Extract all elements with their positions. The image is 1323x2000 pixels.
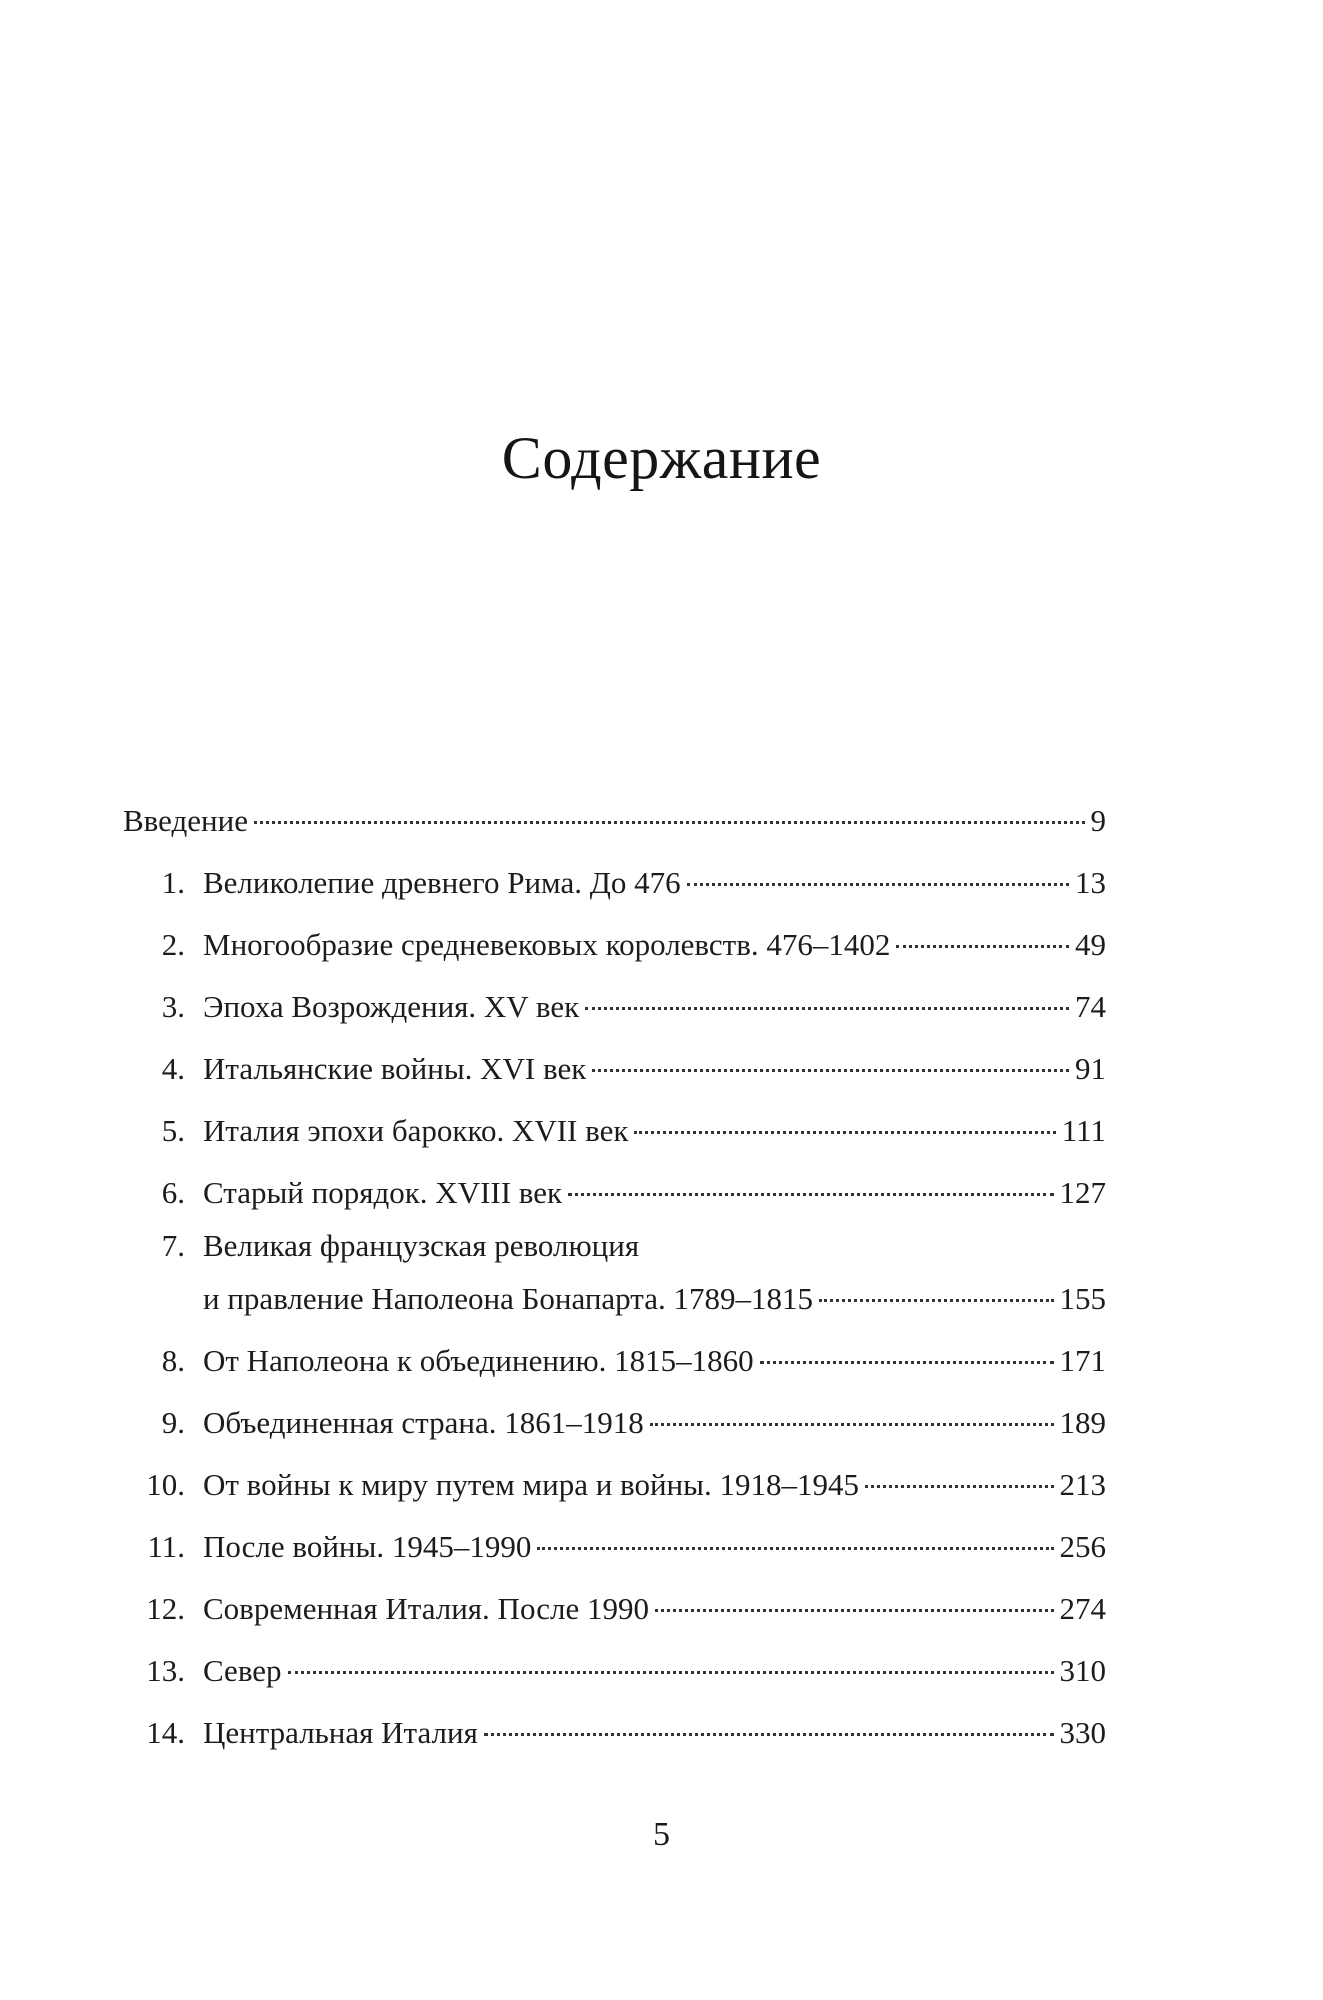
page-number: 5 xyxy=(653,1816,670,1853)
toc-entry-page: 310 xyxy=(1059,1653,1106,1688)
dot-leader xyxy=(585,1007,1069,1010)
chapter-number: 14. xyxy=(146,1715,185,1750)
toc-entry-page: 49 xyxy=(1075,927,1106,962)
toc-entry-page: 127 xyxy=(1059,1175,1106,1210)
toc-entry-page: 74 xyxy=(1075,989,1106,1024)
toc-entry-chapter-11[interactable] xyxy=(123,1516,1106,1578)
toc-entry-label: Итальянские войны. XVI век xyxy=(203,1051,587,1086)
toc-entry-label: Старый порядок. XVIII век xyxy=(203,1175,563,1210)
toc-entry-label-line-2: и правление Наполеона Бонапарта. 1789–1815 xyxy=(203,1281,813,1316)
toc-entry-page: 330 xyxy=(1059,1715,1106,1750)
chapter-number: 2. xyxy=(161,927,185,962)
toc-entry-chapter-4[interactable] xyxy=(123,1038,1106,1100)
toc-entry-chapter-7[interactable] xyxy=(123,1224,1106,1330)
toc-entry-chapter-3[interactable] xyxy=(123,976,1106,1038)
dot-leader xyxy=(687,883,1069,886)
toc-entry-label: Центральная Италия xyxy=(203,1715,478,1750)
toc-entry-label: Современная Италия. После 1990 xyxy=(203,1591,649,1626)
dot-leader xyxy=(288,1671,1054,1674)
toc-entry-chapter-5[interactable] xyxy=(123,1100,1106,1162)
toc-entry-chapter-1[interactable] xyxy=(123,852,1106,914)
dot-leader xyxy=(634,1131,1055,1134)
dot-leader xyxy=(254,821,1085,824)
dot-leader xyxy=(896,945,1069,948)
toc-entry-chapter-8[interactable] xyxy=(123,1330,1106,1392)
table-of-contents xyxy=(123,790,1106,1764)
toc-entry-page: 256 xyxy=(1059,1529,1106,1564)
dot-leader xyxy=(760,1361,1054,1364)
dot-leader xyxy=(819,1299,1054,1302)
chapter-number: 10. xyxy=(146,1467,185,1502)
toc-entry-chapter-12[interactable] xyxy=(123,1578,1106,1640)
dot-leader xyxy=(537,1547,1053,1550)
toc-entry-chapter-2[interactable] xyxy=(123,914,1106,976)
toc-entry-label: Объединенная страна. 1861–1918 xyxy=(203,1405,644,1440)
dot-leader xyxy=(650,1423,1054,1426)
toc-entry-label: Великолепие древнего Рима. До 476 xyxy=(203,865,681,900)
chapter-number: 6. xyxy=(161,1175,185,1210)
chapter-number: 1. xyxy=(161,865,185,900)
dot-leader xyxy=(592,1069,1069,1072)
toc-entry-chapter-6[interactable] xyxy=(123,1162,1106,1224)
toc-entry-label: Многообразие средневековых королевств. 476–1402 xyxy=(203,927,891,962)
toc-entry-page: 91 xyxy=(1075,1051,1106,1086)
toc-entry-label: Введение xyxy=(123,803,248,838)
toc-entry-page: 9 xyxy=(1090,803,1106,838)
chapter-number: 9. xyxy=(161,1405,185,1440)
toc-entry-chapter-13[interactable] xyxy=(123,1640,1106,1702)
dot-leader xyxy=(484,1733,1054,1736)
dot-leader xyxy=(865,1485,1054,1488)
toc-entry-label: От войны к миру путем мира и войны. 1918–1945 xyxy=(203,1467,859,1502)
toc-entry-label: Эпоха Возрождения. XV век xyxy=(203,989,580,1024)
toc-entry-label: После войны. 1945–1990 xyxy=(203,1529,532,1564)
toc-entry-page: 274 xyxy=(1059,1591,1106,1626)
dot-leader xyxy=(568,1193,1053,1196)
chapter-number: 8. xyxy=(161,1343,185,1378)
toc-entry-label: От Наполеона к объединению. 1815–1860 xyxy=(203,1343,754,1378)
toc-entry-label-line-1: Великая французская революция xyxy=(203,1228,640,1263)
chapter-number: 3. xyxy=(161,989,185,1024)
toc-entry-chapter-9[interactable] xyxy=(123,1392,1106,1454)
toc-entry-page: 111 xyxy=(1061,1113,1106,1148)
toc-entry-chapter-10[interactable] xyxy=(123,1454,1106,1516)
chapter-number: 4. xyxy=(161,1051,185,1086)
toc-entry-label: Италия эпохи барокко. XVII век xyxy=(203,1113,629,1148)
toc-entry-chapter-14[interactable] xyxy=(123,1702,1106,1764)
toc-entry-page: 213 xyxy=(1059,1467,1106,1502)
chapter-number: 5. xyxy=(161,1113,185,1148)
toc-entry-page: 171 xyxy=(1059,1343,1106,1378)
page-title: Содержание xyxy=(501,425,822,491)
toc-entry-introduction[interactable] xyxy=(123,790,1106,852)
chapter-number: 11. xyxy=(147,1529,185,1564)
chapter-number: 7. xyxy=(161,1228,185,1263)
chapter-number: 13. xyxy=(146,1653,185,1688)
dot-leader xyxy=(655,1609,1054,1612)
toc-entry-page: 13 xyxy=(1075,865,1106,900)
toc-entry-label: Север xyxy=(203,1653,282,1688)
chapter-number: 12. xyxy=(146,1591,185,1626)
toc-entry-page: 155 xyxy=(1059,1281,1106,1316)
toc-entry-page: 189 xyxy=(1059,1405,1106,1440)
